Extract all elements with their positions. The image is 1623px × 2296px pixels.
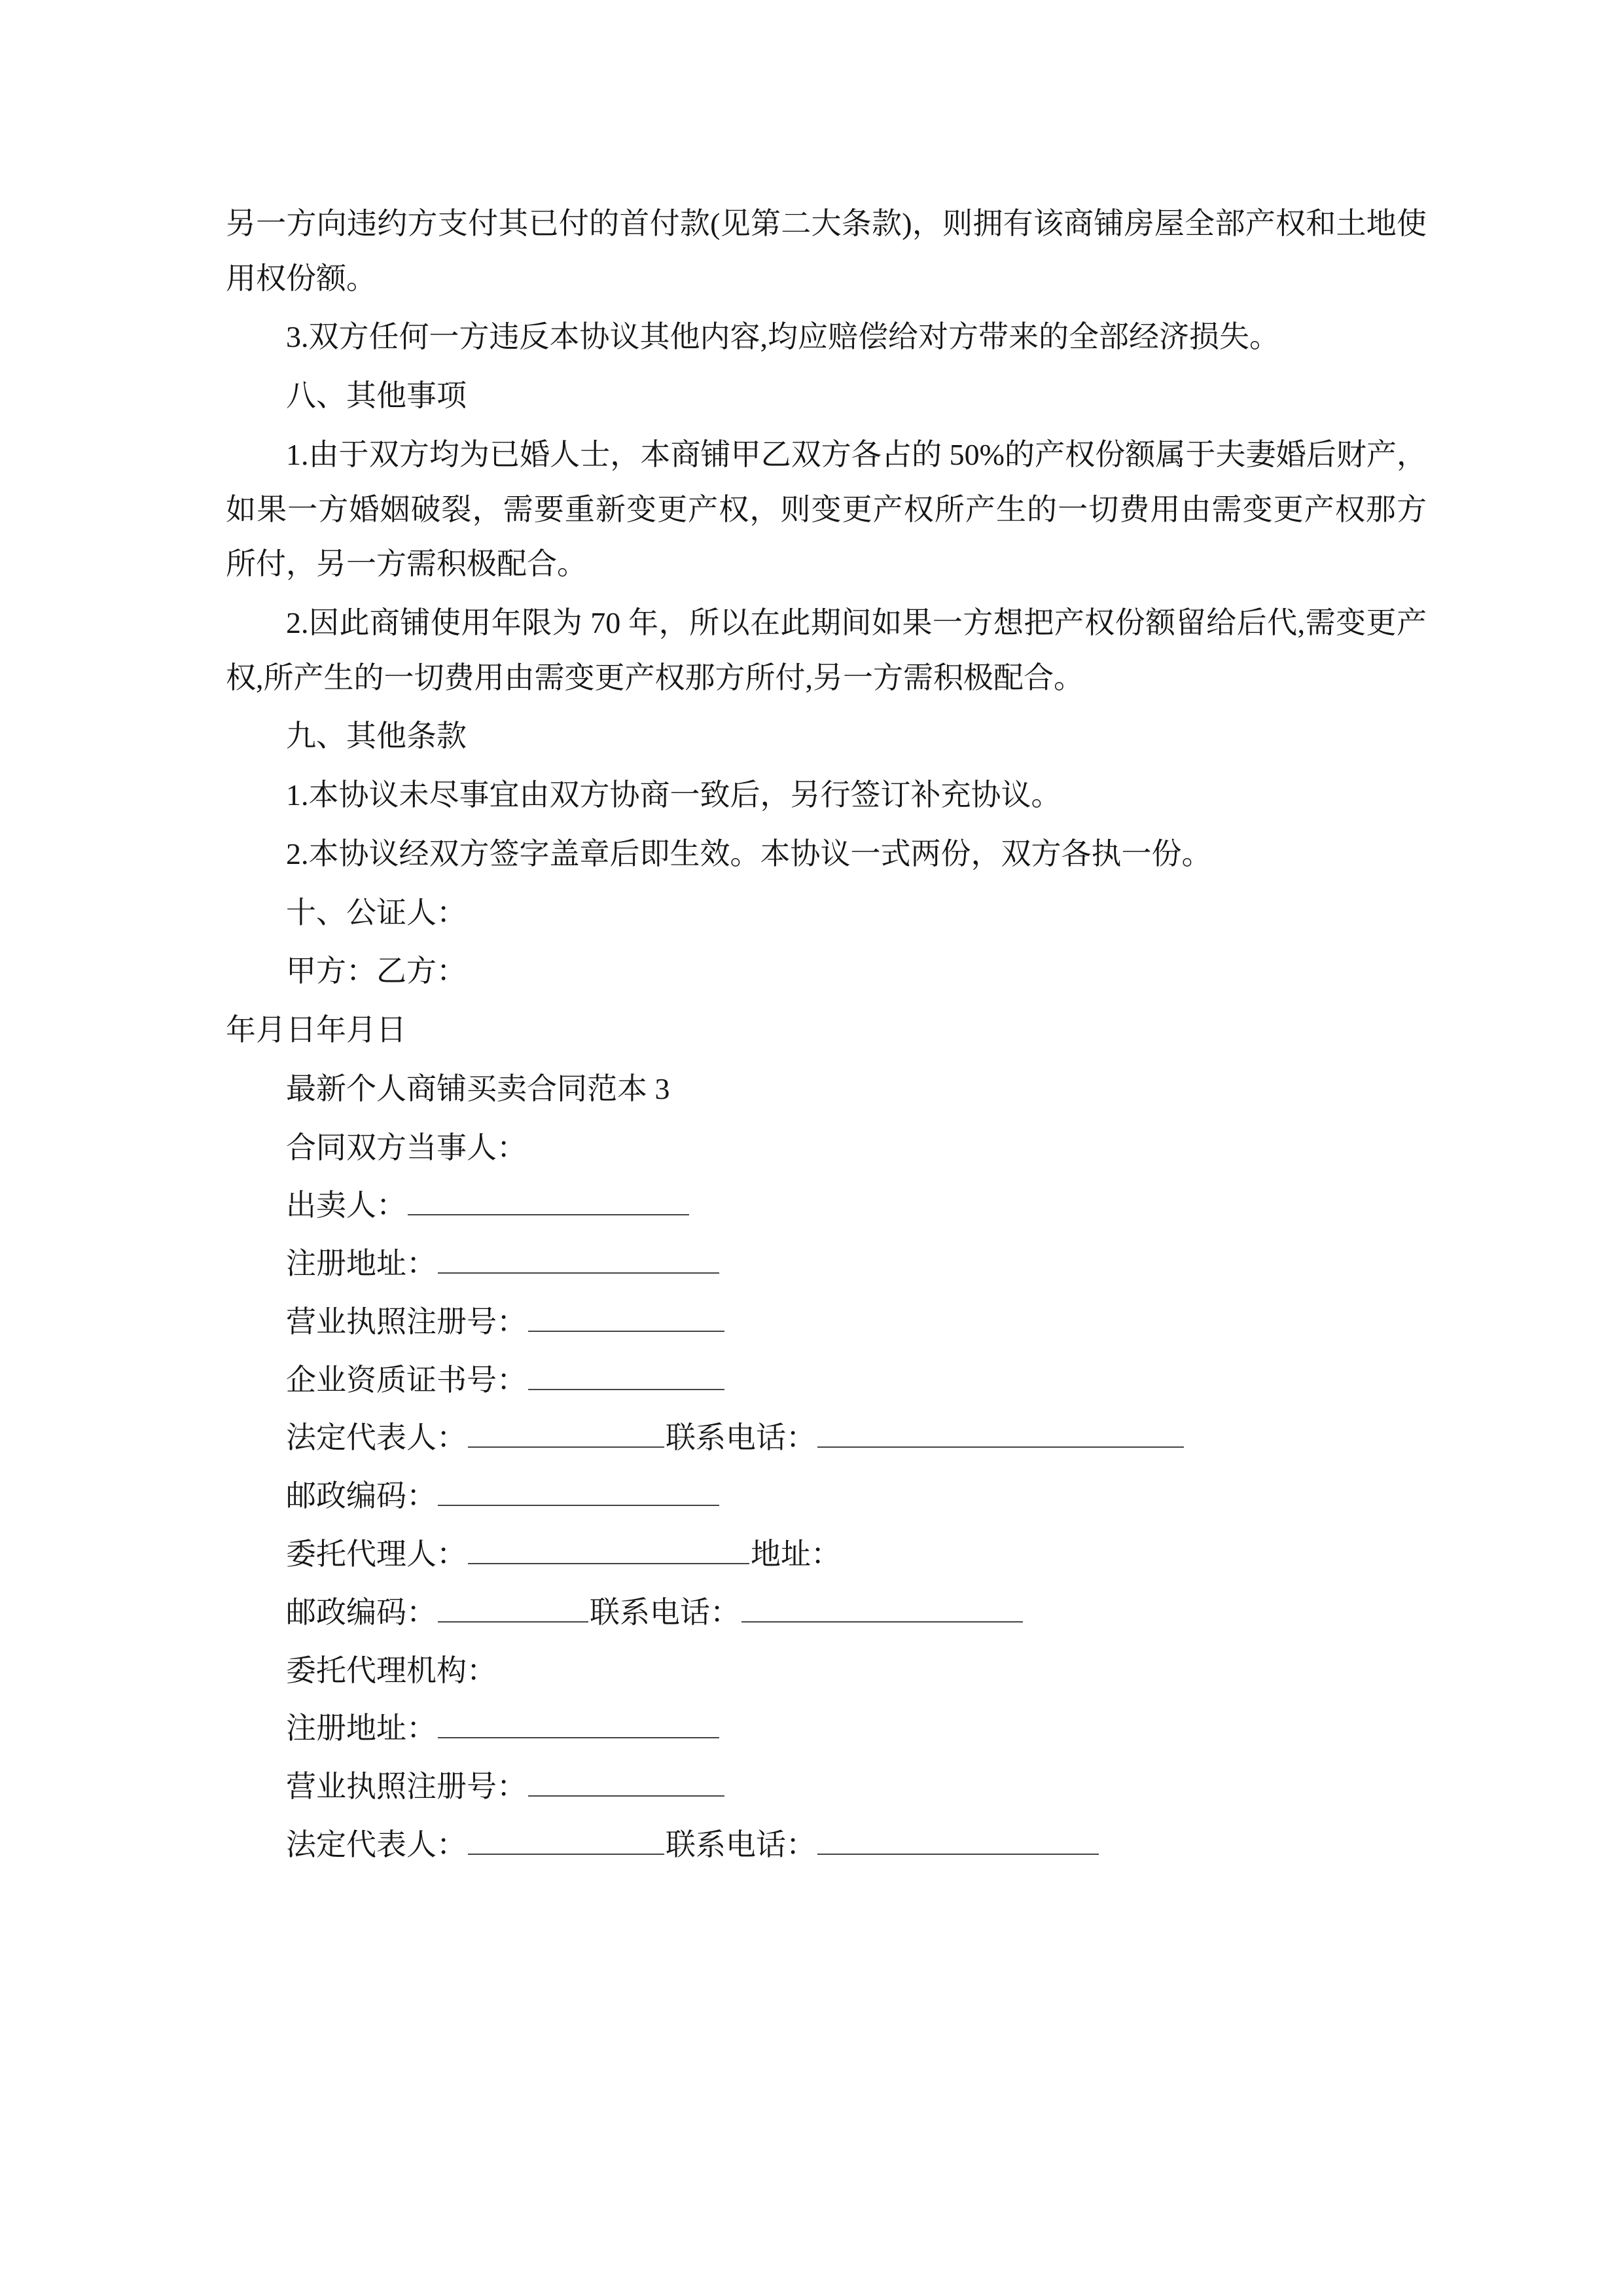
field-agency-label: 委托代理机构： — [286, 1653, 497, 1687]
field-postcode-2-label: 邮政编码： — [286, 1595, 437, 1629]
field-agent — [226, 1528, 1427, 1582]
heading-sample-contract-3: 最新个人商铺买卖合同范本 3 — [286, 1071, 670, 1105]
field-legal-rep-2-phone-label: 联系电话： — [666, 1827, 816, 1861]
field-agent-input[interactable] — [468, 1532, 749, 1564]
paragraph-clause-2-continued: 另一方向违约方支付其已付的首付款(见第二大条款)，则拥有该商铺房屋全部产权和土地使用权份额。 — [226, 207, 1427, 295]
field-enterprise-qualification-no-label: 企业资质证书号： — [286, 1363, 527, 1397]
heading-section-10: 十、公证人： — [286, 895, 467, 929]
paragraph-clause-3: 3.双方任何一方违反本协议其他内容,均应赔偿给对方带来的全部经济损失。 — [286, 320, 1279, 354]
field-legal-rep-1-phone-input[interactable] — [817, 1415, 1184, 1448]
field-enterprise-qualification-no — [226, 1354, 1427, 1408]
field-legal-rep-2-phone-input[interactable] — [817, 1822, 1099, 1855]
field-postcode-2-input[interactable] — [438, 1590, 588, 1623]
field-registered-address-label: 注册地址： — [286, 1247, 437, 1281]
field-enterprise-qualification-no-input[interactable] — [528, 1357, 724, 1390]
field-legal-rep-1-input[interactable] — [468, 1415, 664, 1448]
field-postcode-1-label: 邮政编码： — [286, 1479, 437, 1513]
field-seller-input[interactable] — [408, 1183, 689, 1215]
paragraph-date-line: 年月日年月日 — [226, 1013, 406, 1047]
field-postcode-1-input[interactable] — [438, 1473, 719, 1506]
field-legal-rep-2-input[interactable] — [468, 1822, 664, 1855]
field-registered-address-input[interactable] — [438, 1241, 719, 1274]
field-registered-address-2 — [226, 1702, 1427, 1756]
paragraph-contract-parties: 合同双方当事人： — [286, 1130, 527, 1164]
field-business-license-no-2 — [226, 1760, 1427, 1814]
field-postcode-1 — [226, 1469, 1427, 1524]
field-postcode-2-phone-label: 联系电话： — [590, 1595, 740, 1629]
field-legal-rep-1 — [226, 1411, 1427, 1465]
field-business-license-no-2-label: 营业执照注册号： — [286, 1770, 527, 1804]
field-legal-rep-2 — [226, 1818, 1427, 1873]
field-agent-address-label: 地址： — [751, 1537, 841, 1571]
field-business-license-no — [226, 1295, 1427, 1350]
field-postcode-2 — [226, 1586, 1427, 1640]
field-legal-rep-1-phone-label: 联系电话： — [666, 1421, 816, 1455]
field-business-license-no-2-input[interactable] — [528, 1764, 724, 1797]
field-postcode-2-phone-input[interactable] — [741, 1590, 1023, 1623]
field-legal-rep-2-label: 法定代表人： — [286, 1827, 467, 1861]
heading-section-8: 八、其他事项 — [286, 379, 467, 413]
field-seller-label: 出卖人： — [286, 1189, 406, 1223]
document-body — [226, 196, 1427, 1873]
field-legal-rep-1-label: 法定代表人： — [286, 1421, 467, 1455]
field-agent-label: 委托代理人： — [286, 1537, 467, 1571]
paragraph-8-1: 1.由于双方均为已婚人士，本商铺甲乙双方各占的 50%的产权份额属于夫妻婚后财产，如果一方婚姻破裂，需要重新变更产权，则变更产权所产生的一切费用由需变更产权那方所付，另一方需积极配合。 — [226, 437, 1427, 581]
paragraph-8-2: 2.因此商铺使用年限为 70 年，所以在此期间如果一方想把产权份额留给后代,需变更产权,所产生的一切费用由需变更产权那方所付,另一方需积极配合。 — [226, 606, 1427, 694]
paragraph-party-signature: 甲方：乙方： — [286, 954, 467, 988]
paragraph-9-2: 2.本协议经双方签字盖章后即生效。本协议一式两份，双方各执一份。 — [286, 836, 1212, 870]
field-registered-address-2-input[interactable] — [438, 1706, 719, 1738]
field-registered-address — [226, 1237, 1427, 1291]
field-seller — [226, 1179, 1427, 1233]
field-agency — [226, 1644, 1427, 1698]
field-business-license-no-label: 营业执照注册号： — [286, 1304, 527, 1338]
heading-section-9: 九、其他条款 — [286, 719, 467, 753]
field-registered-address-2-label: 注册地址： — [286, 1712, 437, 1746]
paragraph-9-1: 1.本协议未尽事宜由双方协商一致后，另行签订补充协议。 — [286, 778, 1061, 812]
field-business-license-no-input[interactable] — [528, 1299, 724, 1332]
